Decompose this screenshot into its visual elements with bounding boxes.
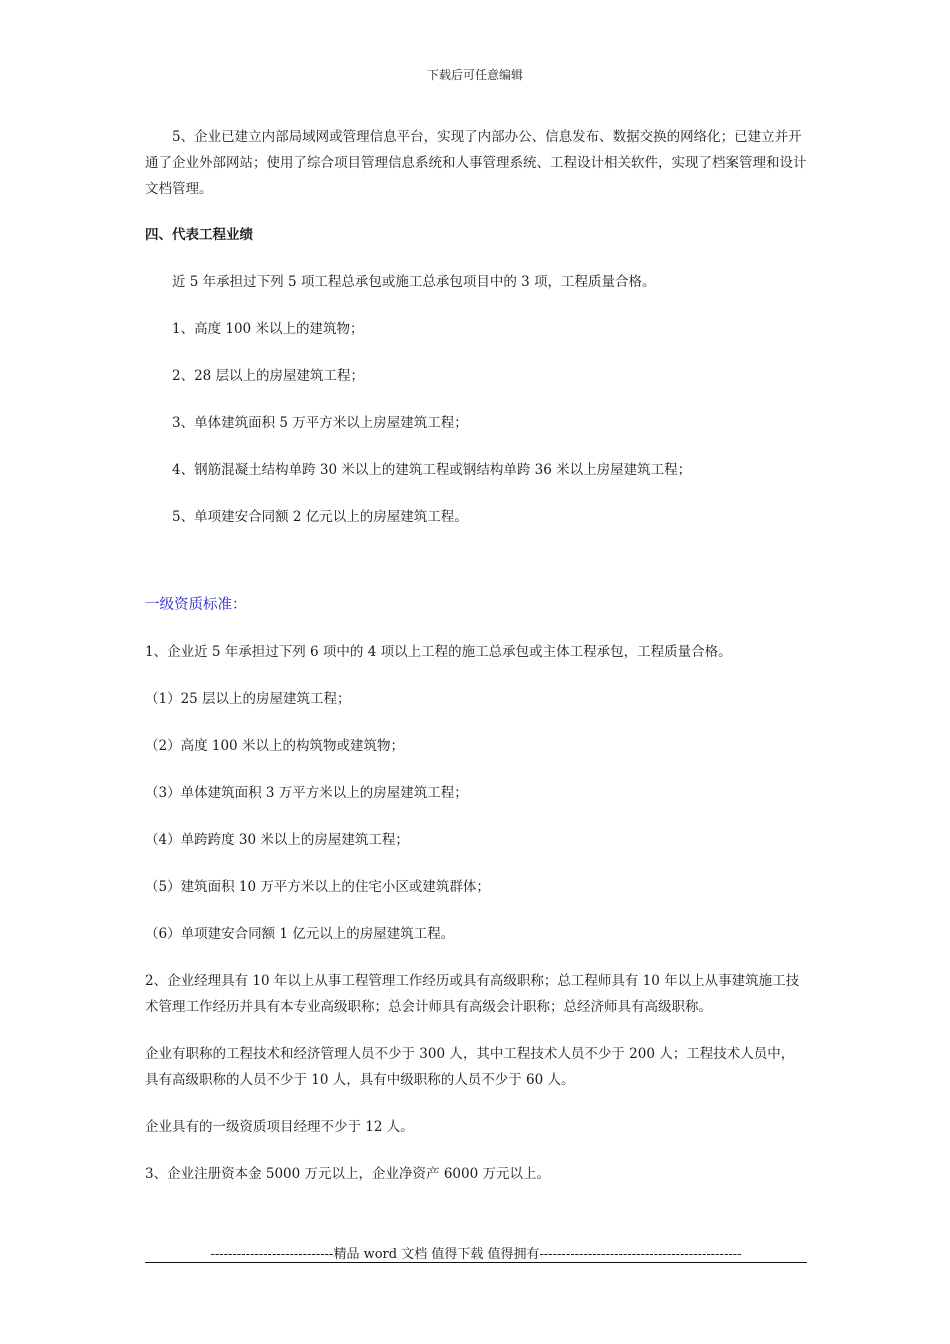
level1-heading: 一级资质标准： (145, 597, 247, 613)
list-item: （6）单项建安合同额 1 亿元以上的房屋建筑工程。 (145, 926, 455, 942)
list-item: 1、高度 100 米以上的建筑物； (172, 321, 364, 337)
level1-paragraph-3: 企业有职称的工程技术和经济管理人员不少于 300 人，其中工程技术人员不少于 200 人；工程技术人员中，具有高级职称的人员不少于 10 人，具有中级职称的人员不少于 60 人。 (145, 1046, 795, 1088)
list-item: （4）单跨跨度 30 米以上的房屋建筑工程； (145, 832, 409, 848)
paragraph-item-5: 5、企业已建立内部局域网或管理信息平台，实现了内部办公、信息发布、数据交换的网络化；已建立并开通了企业外部网站；使用了综合项目管理信息系统和人事管理系统、工程设计相关软件，实现了档案管理和设计文档管理。 (145, 129, 807, 197)
list-item: （3）单体建筑面积 3 万平方米以上的房屋建筑工程； (145, 785, 468, 801)
header-note: 下载后可任意编辑 (426, 68, 523, 82)
list-item: 5、单项建安合同额 2 亿元以上的房屋建筑工程。 (172, 509, 468, 525)
document-body (145, 124, 807, 1187)
footer-divider (145, 1262, 807, 1263)
list-item: （1）25 层以上的房屋建筑工程； (145, 691, 351, 707)
list-item: 2、28 层以上的房屋建筑工程； (172, 368, 365, 384)
list-item: 3、单体建筑面积 5 万平方米以上房屋建筑工程； (172, 415, 468, 431)
level1-paragraph-2: 2、企业经理具有 10 年以上从事工程管理工作经历或具有高级职称；总工程师具有 10 年以上从事建筑施工技术管理工作经历并具有本专业高级职称；总会计师具有高级会计职称；总经济师具有高级职称。 (145, 973, 800, 1015)
level1-paragraph-5: 3、企业注册资本金 5000 万元以上，企业净资产 6000 万元以上。 (145, 1166, 550, 1182)
section-heading-4: 四、代表工程业绩 (145, 227, 253, 243)
list-item: （2）高度 100 米以上的构筑物或建筑物； (145, 738, 404, 754)
list-item: （5）建筑面积 10 万平方米以上的住宅小区或建筑群体； (145, 879, 490, 895)
footer-text: ----------------------------精品 word 文档 值得下载 值得拥有---------------------------------------------- (210, 1247, 742, 1262)
intro-paragraph: 近 5 年承担过下列 5 项工程总承包或施工总承包项目中的 3 项，工程质量合格。 (172, 274, 656, 290)
list-item: 4、钢筋混凝土结构单跨 30 米以上的建筑工程或钢结构单跨 36 米以上房屋建筑工程； (172, 462, 692, 478)
level1-paragraph-4: 企业具有的一级资质项目经理不少于 12 人。 (145, 1119, 414, 1135)
level1-paragraph-1: 1、企业近 5 年承担过下列 6 项中的 4 项以上工程的施工总承包或主体工程承包，工程质量合格。 (145, 644, 732, 660)
